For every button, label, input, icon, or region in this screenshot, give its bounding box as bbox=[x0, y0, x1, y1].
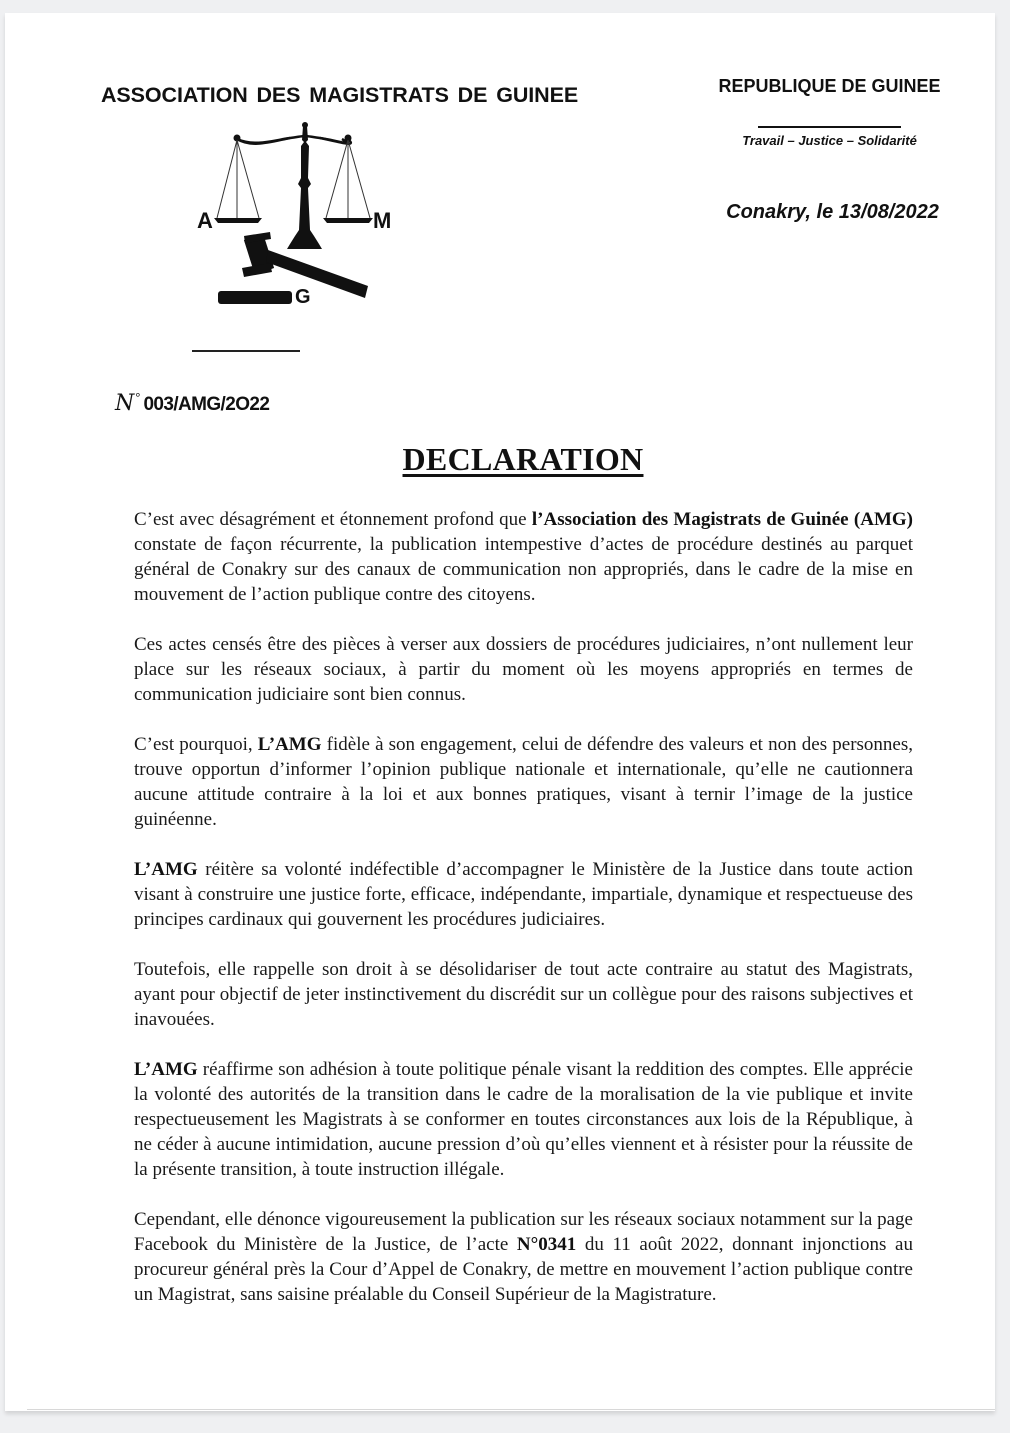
logo-divider bbox=[192, 350, 300, 352]
paragraph-5: Toutefois, elle rappelle son droit à se désolidariser de tout acte contraire au statut des Magistrats, ayant pour objectif de jeter instinctivement du discrédit sur un collègue pour des raisons subjectives et inavouées. bbox=[134, 959, 913, 1030]
paragraph-7: Cependant, elle dénonce vigoureusement la publication sur les réseaux sociaux notamment sur la page Facebook du Ministère de la Justice, de l’acte N°0341 du 11 août 2022, donnant injonctions au procureur général près la Cour d’Appel de Conakry, de mettre en mouvement l’action publique contre un Magistrat, sans saisine préalable du Conseil Supérieur de la Magistrature. bbox=[134, 1209, 913, 1305]
svg-text:A: A bbox=[197, 208, 213, 233]
declaration-body bbox=[134, 507, 913, 1332]
reference-number bbox=[115, 391, 269, 416]
svg-text:G: G bbox=[295, 286, 311, 308]
country-name: REPUBLIQUE DE GUINEE bbox=[718, 76, 941, 96]
national-motto: Travail – Justice – Solidarité bbox=[742, 133, 917, 148]
country-divider bbox=[758, 126, 901, 128]
svg-text:M: M bbox=[373, 208, 392, 233]
document-page bbox=[5, 13, 995, 1411]
paragraph-3: C’est pourquoi, L’AMG fidèle à son engagement, celui de défendre des valeurs et non des personnes, trouve opportun d’informer l’opinion publique nationale et internationale, qu’elle ne cautionnera aucune attitude contraire à la loi et aux bonnes pratiques, visant à ternir l’image de la justice guinéenne. bbox=[134, 734, 913, 830]
page-bottom-rule bbox=[27, 1409, 995, 1410]
scales-of-justice-icon bbox=[190, 118, 420, 318]
reference-degree: ° bbox=[135, 390, 141, 405]
document-title: DECLARATION bbox=[402, 441, 644, 477]
reference-prefix: N bbox=[115, 391, 135, 416]
reference-code: 003/AMG/2O22 bbox=[143, 394, 270, 415]
paragraph-2: Ces actes censés être des pièces à verser aux dossiers de procédures judiciaires, n’ont nullement leur place sur les réseaux sociaux, à partir du moment où les moyens appropriés en termes de communication judiciaire sont bien connus. bbox=[134, 634, 913, 705]
place-date: Conakry, le 13/08/2022 bbox=[726, 201, 939, 223]
paragraph-6: L’AMG réaffirme son adhésion à toute politique pénale visant la reddition des comptes. Elle apprécie la volonté des autorités de la transition dans le cadre de la moralisation de la vie publique et invite respectueusement les Magistrats à se conformer en toutes circonstances aux lois de la République, à ne céder à aucune intimidation, aucune pression d’où qu’elles viennent et à résister pour la réussite de la présente transition, à toute instruction illégale. bbox=[134, 1059, 913, 1180]
organization-name: ASSOCIATION DES MAGISTRATS DE GUINEE bbox=[101, 83, 579, 107]
amg-logo bbox=[190, 118, 420, 318]
paragraph-1: C’est avec désagrément et étonnement profond que l’Association des Magistrats de Guinée (AMG) constate de façon récurrente, la publication intempestive d’actes de procédure destinés au parquet général de Conakry sur des canaux de communication non appropriés, dans le cadre de la mise en mouvement de l’action publique contre des citoyens. bbox=[134, 509, 913, 605]
paragraph-4: L’AMG réitère sa volonté indéfectible d’accompagner le Ministère de la Justice dans toute action visant à construire une justice forte, efficace, indépendante, impartiale, dynamique et respectueuse des principes cardinaux qui gouvernent les procédures judiciaires. bbox=[134, 859, 913, 930]
